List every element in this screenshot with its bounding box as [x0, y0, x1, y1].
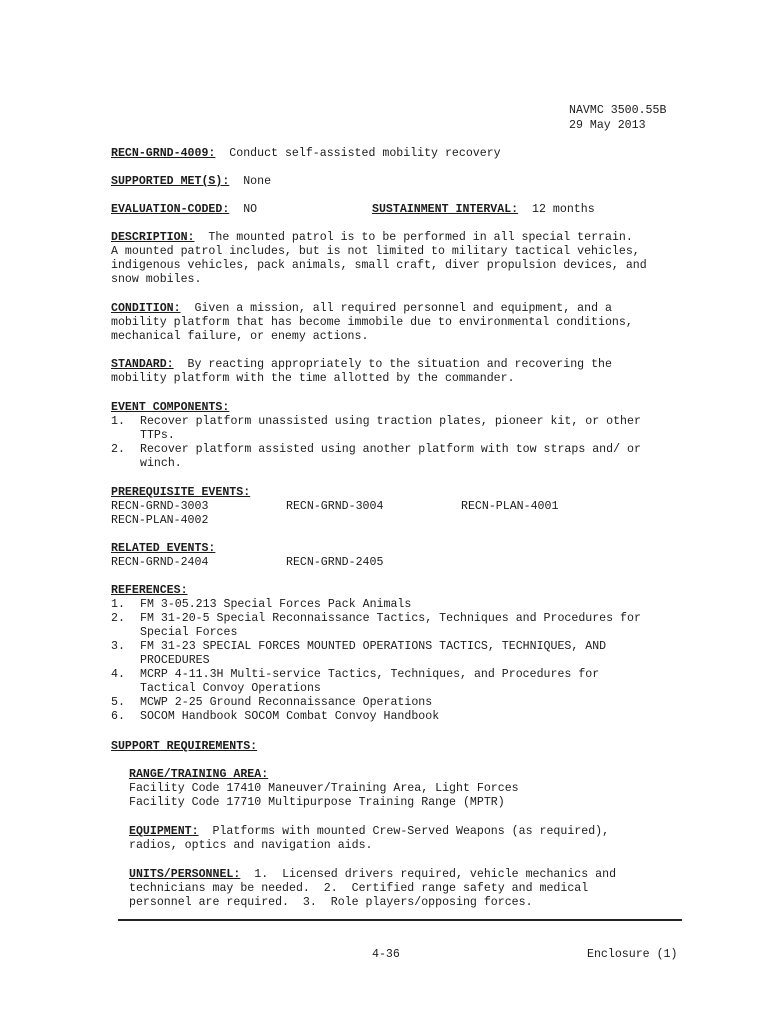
list-item: 3. FM 31-23 SPECIAL FORCES MOUNTED OPERATIONS TACTICS, TECHNIQUES, AND PROCEDURES [111, 640, 607, 667]
event-components-heading [111, 401, 229, 415]
evaluation-coded-label: EVALUATION-CODED: [111, 203, 230, 216]
condition-text: mobility platform that has become immobile due to environmental conditions, mechanical failure, or enemy actions. [111, 316, 633, 343]
list-item: 2. FM 31-20-5 Special Reconnaissance Tactics, Techniques and Procedures for Special Forces [111, 612, 641, 639]
related-events-heading [111, 542, 215, 556]
units-personnel-label: UNITS/PERSONNEL: [129, 868, 241, 881]
prerequisite-event: RECN-PLAN-4002 [111, 514, 209, 527]
condition-label: CONDITION: [111, 302, 181, 315]
units-personnel-line1: 1. Licensed drivers required, vehicle mechanics and [240, 868, 617, 881]
event-components-label: EVENT COMPONENTS: [111, 401, 230, 414]
list-item: 6. SOCOM Handbook SOCOM Combat Convoy Handbook [111, 710, 440, 723]
enclosure-label: Enclosure (1) [587, 948, 678, 961]
prerequisite-event: RECN-GRND-3003 [111, 500, 209, 513]
sustainment-interval-value: 12 months [532, 203, 595, 216]
document-date: 29 May 2013 [569, 119, 646, 132]
description-label: DESCRIPTION: [111, 231, 195, 244]
supported-met-value: None [243, 175, 272, 188]
range-training-area-label: RANGE/TRAINING AREA: [129, 768, 269, 781]
event-components-list [111, 415, 681, 471]
list-item: 1. Recover platform unassisted using traction plates, pioneer kit, or other TTPs. [111, 415, 641, 442]
evaluation-coded-value: NO [243, 203, 258, 216]
task-code: RECN-GRND-4009: [111, 147, 216, 160]
support-requirements-label: SUPPORT REQUIREMENTS: [111, 740, 258, 753]
references-label: REFERENCES: [111, 584, 188, 597]
units-personnel-text: technicians may be needed. 2. Certified range safety and medical personnel are required. 3. Role players/opposing forces. [129, 882, 589, 909]
related-event: RECN-GRND-2405 [286, 556, 384, 569]
sustainment-interval-label: SUSTAINMENT INTERVAL: [372, 203, 519, 216]
standard-text: mobility platform with the time allotted by the commander. [111, 372, 515, 385]
document-number: NAVMC 3500.55B [569, 104, 667, 117]
prerequisite-events-heading [111, 486, 250, 500]
evaluation-coded-line [111, 203, 257, 217]
supported-met-label: SUPPORTED MET(S): [111, 175, 230, 188]
list-item: 2. Recover platform assisted using another platform with tow straps and/ or winch. [111, 443, 641, 470]
description-text: A mounted patrol includes, but is not limited to military tactical vehicles, indigenous vehicles, pack animals, small craft, diver propulsion devices, and snow mobiles. [111, 245, 647, 286]
standard-line1: By reacting appropriately to the situation and recovering the [173, 358, 612, 371]
range-training-area-section [129, 768, 679, 810]
description-line1: The mounted patrol is to be performed in all special terrain. [194, 231, 633, 244]
equipment-section [129, 825, 679, 853]
related-events-label: RELATED EVENTS: [111, 542, 216, 555]
sustainment-interval-line [372, 203, 595, 217]
references-heading [111, 584, 188, 598]
range-training-area-text: Facility Code 17410 Maneuver/Training Area, Light Forces Facility Code 17710 Multipurpose Training Range (MPTR) [129, 782, 519, 809]
task-title: Conduct self-assisted mobility recovery [229, 147, 501, 160]
units-personnel-section [129, 868, 679, 910]
prerequisite-event: RECN-GRND-3004 [286, 500, 384, 513]
standard-label: STANDARD: [111, 358, 174, 371]
equipment-label: EQUIPMENT: [129, 825, 199, 838]
support-requirements-heading [111, 740, 257, 754]
page-number: 4-36 [372, 948, 400, 961]
equipment-line1: Platforms with mounted Crew-Served Weapons (as required), [198, 825, 610, 838]
description-section [111, 231, 676, 287]
supported-met-line [111, 175, 271, 189]
footer-divider [118, 919, 682, 921]
list-item: 5. MCWP 2-25 Ground Reconnaissance Operations [111, 696, 433, 709]
list-item: 1. FM 3-05.213 Special Forces Pack Animals [111, 598, 412, 611]
list-item: 4. MCRP 4-11.3H Multi-service Tactics, Techniques, and Procedures for Tactical Convoy Operations [111, 668, 600, 695]
related-event: RECN-GRND-2404 [111, 556, 209, 569]
standard-section [111, 358, 676, 386]
prerequisite-event: RECN-PLAN-4001 [461, 500, 559, 513]
task-title-line [111, 147, 501, 161]
prerequisite-events-label: PREREQUISITE EVENTS: [111, 486, 251, 499]
condition-line1: Given a mission, all required personnel and equipment, and a [180, 302, 612, 315]
condition-section [111, 302, 676, 344]
equipment-text: radios, optics and navigation aids. [129, 839, 373, 852]
references-list [111, 598, 681, 724]
